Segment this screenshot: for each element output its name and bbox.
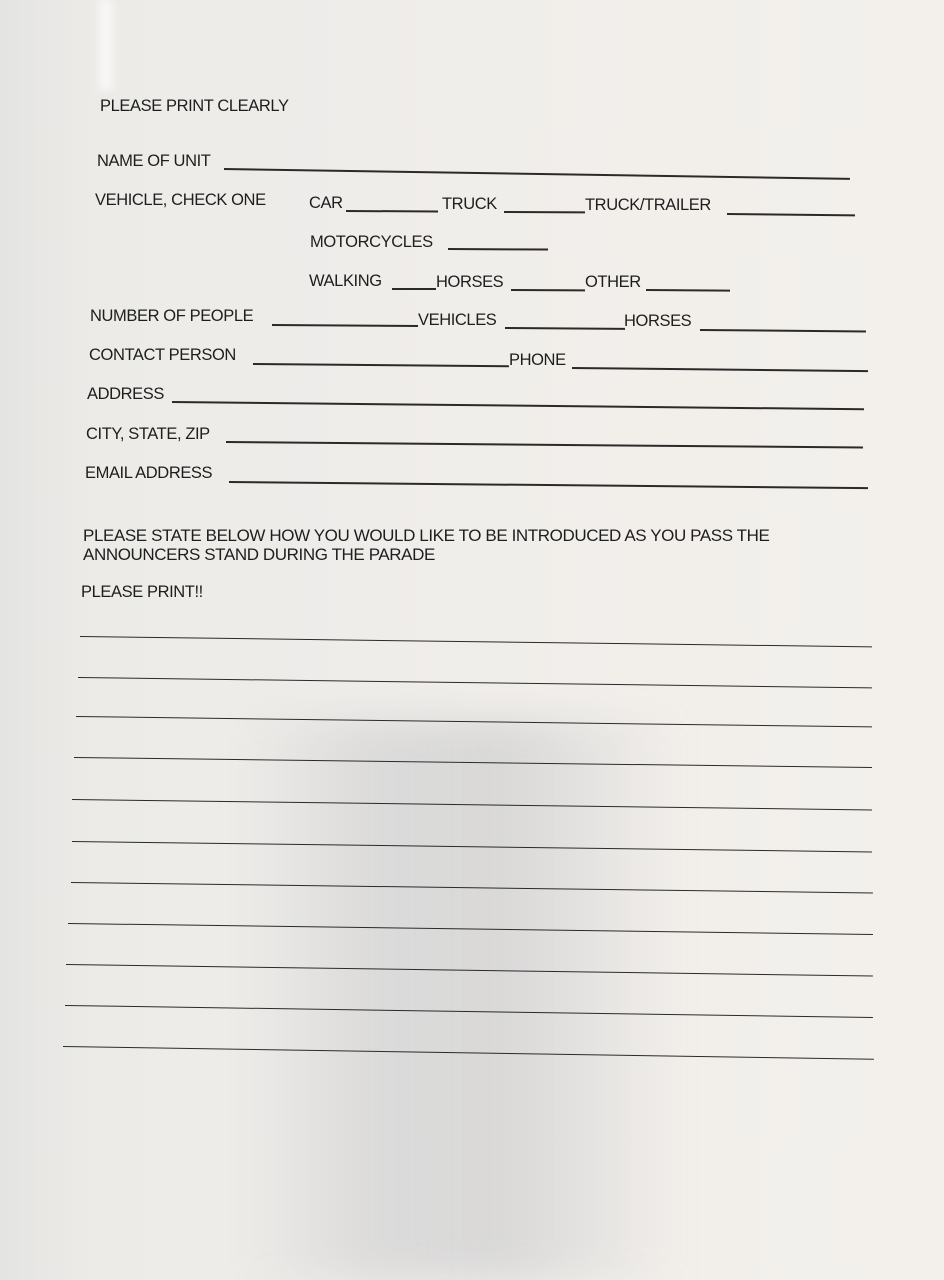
introduction-line[interactable]: [74, 757, 872, 768]
vehicle-option-motorcycles: MOTORCYCLES: [310, 233, 433, 251]
email-address-field[interactable]: [229, 481, 868, 489]
introduction-instruction-line2: ANNOUNCERS STAND DURING THE PARADE: [83, 545, 435, 564]
horses-count-field[interactable]: [700, 329, 866, 332]
address-field[interactable]: [172, 401, 864, 410]
introduction-line[interactable]: [72, 841, 872, 853]
introduction-line[interactable]: [76, 716, 872, 728]
truck-trailer-check-field[interactable]: [727, 213, 855, 216]
horses-check-field[interactable]: [511, 289, 585, 291]
introduction-line[interactable]: [71, 882, 873, 894]
introduction-line[interactable]: [63, 1046, 874, 1060]
vehicles-count-label: VEHICLES: [418, 311, 497, 329]
vehicle-option-horses: HORSES: [436, 273, 504, 291]
other-check-field[interactable]: [646, 289, 730, 291]
introduction-instruction-line1: PLEASE STATE BELOW HOW YOU WOULD LIKE TO BE INTRODUCED AS YOU PASS THE: [83, 526, 770, 545]
city-state-zip-label: CITY, STATE, ZIP: [86, 425, 210, 443]
introduction-line[interactable]: [80, 636, 872, 648]
horses-count-label: HORSES: [624, 312, 692, 330]
print-note: PLEASE PRINT!!: [81, 583, 203, 601]
vehicle-option-other: OTHER: [585, 273, 641, 291]
vehicle-option-walking: WALKING: [309, 272, 382, 290]
introduction-line[interactable]: [65, 1005, 873, 1018]
car-check-field[interactable]: [346, 210, 438, 212]
form-header: PLEASE PRINT CLEARLY: [100, 97, 289, 115]
number-of-people-label: NUMBER OF PEOPLE: [90, 307, 254, 325]
vehicle-option-car: CAR: [309, 194, 343, 212]
introduction-line[interactable]: [78, 677, 872, 689]
number-of-people-field[interactable]: [272, 324, 418, 327]
phone-field[interactable]: [572, 367, 868, 372]
city-state-zip-field[interactable]: [226, 441, 863, 448]
name-of-unit-label: NAME OF UNIT: [97, 152, 211, 170]
vehicle-option-truck-trailer: TRUCK/TRAILER: [585, 196, 711, 214]
photo-glare: [95, 0, 117, 90]
address-label: ADDRESS: [87, 385, 164, 403]
email-address-label: EMAIL ADDRESS: [85, 464, 213, 482]
contact-person-label: CONTACT PERSON: [89, 346, 236, 364]
truck-check-field[interactable]: [504, 211, 585, 213]
contact-person-field[interactable]: [253, 363, 509, 367]
introduction-line[interactable]: [68, 923, 873, 935]
name-of-unit-field[interactable]: [224, 168, 850, 179]
introduction-line[interactable]: [66, 964, 873, 977]
phone-label: PHONE: [509, 351, 566, 369]
vehicles-count-field[interactable]: [505, 327, 625, 329]
walking-check-field[interactable]: [392, 288, 436, 290]
vehicle-label: VEHICLE, CHECK ONE: [95, 191, 266, 209]
introduction-line[interactable]: [72, 799, 872, 811]
motorcycles-check-field[interactable]: [448, 248, 548, 250]
vehicle-option-truck: TRUCK: [442, 195, 497, 213]
